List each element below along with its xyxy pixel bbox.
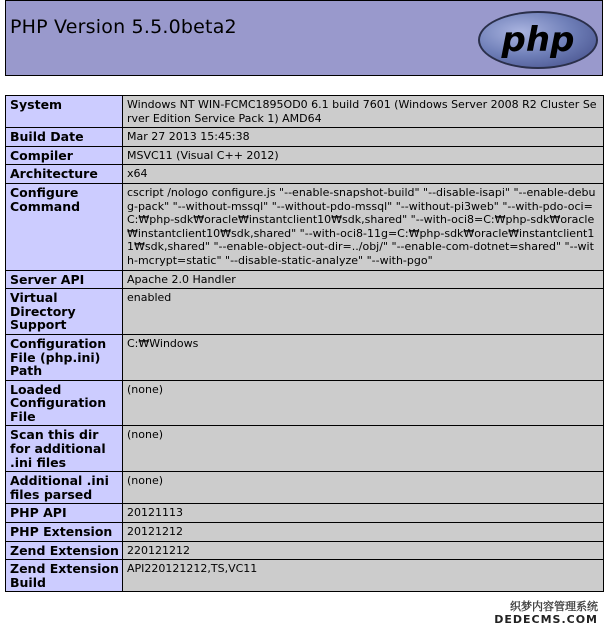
row-value: 20121212: [123, 523, 604, 542]
table-row: [6, 289, 604, 335]
watermark-en: DEDECMS.COM: [494, 613, 598, 626]
table-row: [6, 541, 604, 560]
table-row: [6, 183, 604, 270]
table-row: [6, 334, 604, 380]
row-value: (none): [123, 380, 604, 426]
row-label: System: [6, 96, 123, 128]
table-row: [6, 380, 604, 426]
table-row: [6, 560, 604, 592]
row-label: Server API: [6, 270, 123, 289]
table-row: [6, 96, 604, 128]
row-label: Zend Extension: [6, 541, 123, 560]
row-label: Configure Command: [6, 183, 123, 270]
row-value: API220121212,TS,VC11: [123, 560, 604, 592]
table-row: [6, 270, 604, 289]
row-label: Virtual Directory Support: [6, 289, 123, 335]
table-row: [6, 165, 604, 184]
php-version-header: [5, 0, 603, 76]
row-label: Loaded Configuration File: [6, 380, 123, 426]
row-value: cscript /nologo configure.js "--enable-snapshot-build" "--disable-isapi" "--enable-debug-pack" "--without-mssql" "--without-pdo-mssql" "--without-pi3web" "--with-pdo-oci=C:₩php-sdk₩oracle₩instantclient10₩sdk,shared" "--with-oci8=C:₩php-sdk₩oracle₩instantclient10₩sdk,shared" "--with-oci8-11g=C:₩php-sdk₩oracle₩instantclient11₩sdk,shared" "--enable-object-out-dir=../obj/" "--enable-com-dotnet=shared" "--with-mcrypt=static" "--disable-static-analyze" "--with-pgo": [123, 183, 604, 270]
table-row: [6, 128, 604, 147]
table-row: [6, 426, 604, 472]
row-label: Configuration File (php.ini) Path: [6, 334, 123, 380]
row-value: (none): [123, 426, 604, 472]
php-logo-text: php: [501, 20, 575, 60]
row-value: 220121212: [123, 541, 604, 560]
table-row: [6, 472, 604, 504]
row-value: enabled: [123, 289, 604, 335]
row-value: Apache 2.0 Handler: [123, 270, 604, 289]
row-label: Build Date: [6, 128, 123, 147]
row-label: Scan this dir for additional .ini files: [6, 426, 123, 472]
watermark-cn: 织梦内容管理系统: [494, 600, 598, 613]
row-value: Windows NT WIN-FCMC1895OD0 6.1 build 7601 (Windows Server 2008 R2 Cluster Server Edition Service Pack 1) AMD64: [123, 96, 604, 128]
php-info-table: [5, 95, 604, 592]
page-title: PHP Version 5.5.0beta2: [10, 16, 237, 38]
row-label: PHP API: [6, 504, 123, 523]
table-row: [6, 523, 604, 542]
row-label: Additional .ini files parsed: [6, 472, 123, 504]
row-value: MSVC11 (Visual C++ 2012): [123, 146, 604, 165]
table-row: [6, 146, 604, 165]
row-label: PHP Extension: [6, 523, 123, 542]
row-value: C:₩Windows: [123, 334, 604, 380]
row-value: Mar 27 2013 15:45:38: [123, 128, 604, 147]
row-label: Architecture: [6, 165, 123, 184]
row-label: Zend Extension Build: [6, 560, 123, 592]
watermark: [494, 600, 598, 626]
row-value: x64: [123, 165, 604, 184]
php-logo[interactable]: [477, 10, 599, 70]
row-label: Compiler: [6, 146, 123, 165]
row-value: (none): [123, 472, 604, 504]
table-row: [6, 504, 604, 523]
row-value: 20121113: [123, 504, 604, 523]
